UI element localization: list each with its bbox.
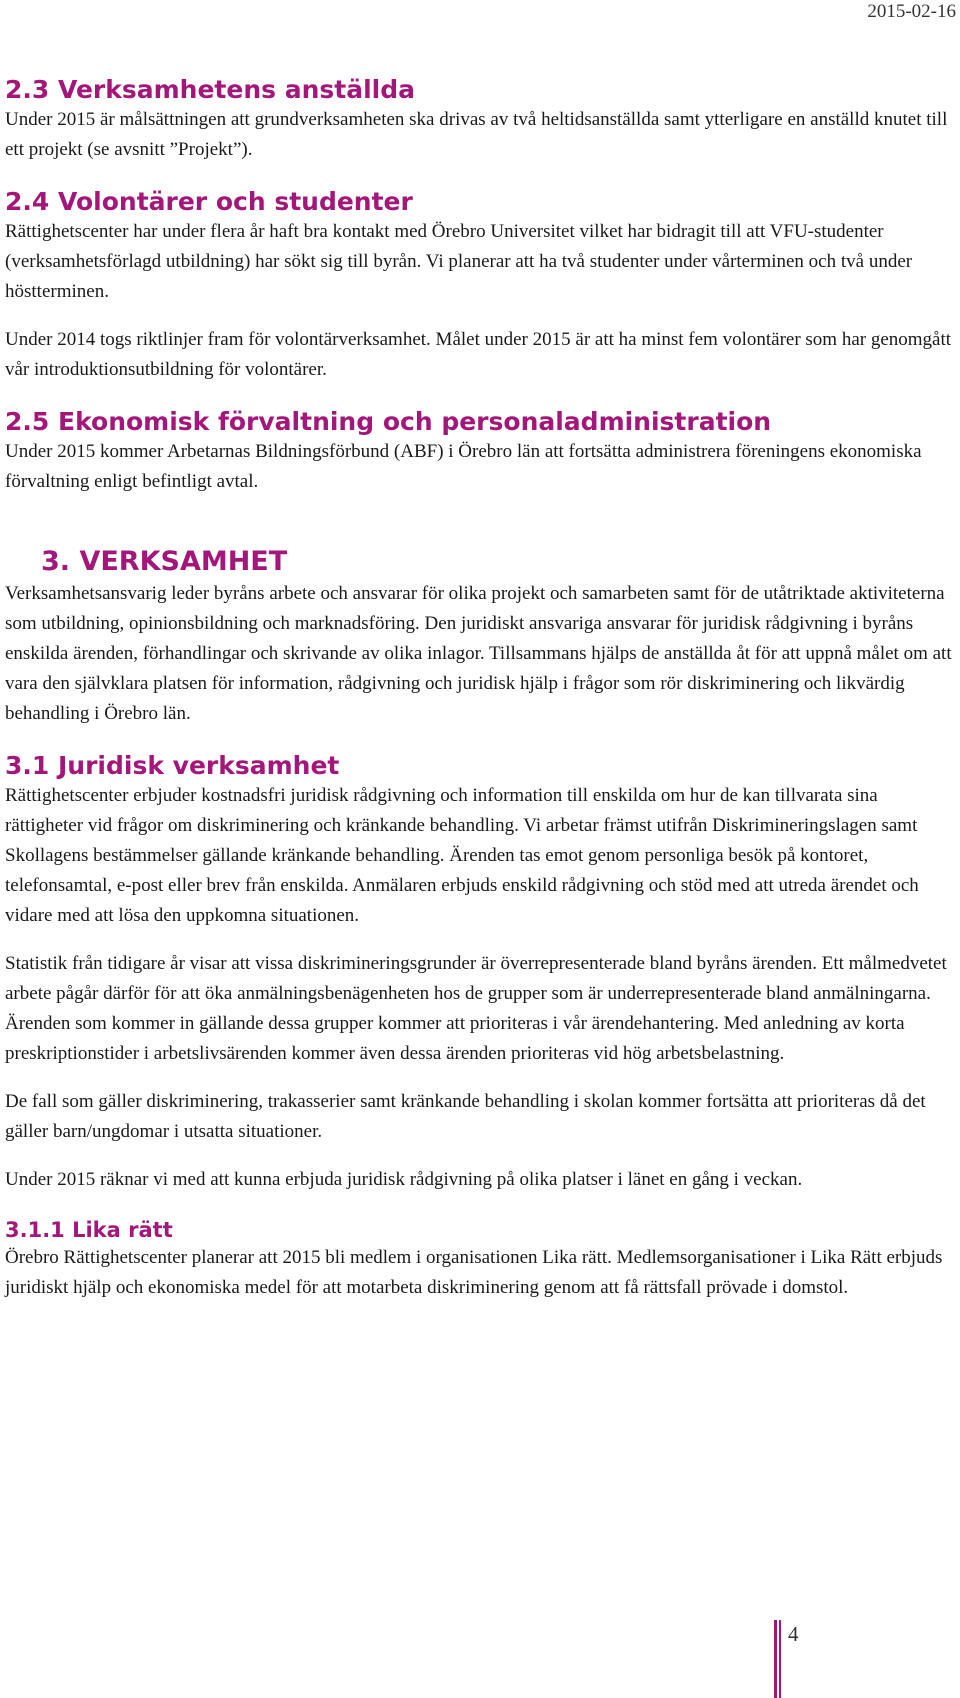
paragraph-3-1-2: Statistik från tidigare år visar att vissa diskrimineringsgrunder är överrepresenterade bland byråns ärenden. Ett målmedvetet arbete pågår därför för att öka anmälningsbenägenheten hos de grupper som är underrepresenterade bland anmälningarna. Ärenden som kommer in gällande dessa grupper kommer att prioriteras i vår ärendehantering. Med anledning av korta preskriptionstider i arbetslivsärenden kommer även dessa ärenden prioriteras vid hög arbetsbelastning. [5, 953, 947, 1064]
paragraph-2-5-1: Under 2015 kommer Arbetarnas Bildningsförbund (ABF) i Örebro län att fortsätta administrera föreningens ekonomiska förvaltning enligt befintligt avtal. [5, 441, 922, 492]
paragraph-3-1-3: De fall som gäller diskriminering, trakasserier samt kränkande behandling i skolan kommer fortsätta att prioriteras då det gäller barn/ungdomar i utsatta situationer. [5, 1091, 926, 1142]
paragraph-3-1: Verksamhetsansvarig leder byråns arbete och ansvarar för olika projekt och samarbeten samt för de utåtriktade aktiviteterna som utbildning, opinionsbildning och marknadsföring. Den juridiskt ansvariga ansvarar för juridisk rådgivning i byråns enskilda ärenden, förhandlingar och skrivande av olika inlagor. Tillsammans hjälps de anställda åt för att uppnå målet om att vara den självklara platsen för information, rådgivning och juridisk hjälp i frågor som rör diskriminering och likvärdig behandling i Örebro län. [5, 583, 952, 724]
page-number-divider-secondary [779, 1620, 781, 1698]
heading-3-1-1: 3.1.1 Lika rätt [5, 1218, 173, 1242]
paragraph-2-4-1: Rättighetscenter har under flera år haft bra kontakt med Örebro Universitet vilket har bidragit till att VFU-studenter (verksamhetsförlagd utbildning) har sökt sig till byrån. Vi planerar att ha två studenter under vårterminen och två under höstterminen. [5, 221, 913, 302]
heading-3: 3. VERKSAMHET [41, 546, 288, 577]
paragraph-2-4-2: Under 2014 togs riktlinjer fram för volontärverksamhet. Målet under 2015 är att ha minst fem volontärer som har genomgått vår introduktionsutbildning för volontärer. [5, 329, 952, 380]
paragraph-3-1-1: Rättighetscenter erbjuder kostnadsfri juridisk rådgivning och information till enskilda om hur de kan tillvarata sina rättigheter vid frågor om diskriminering och kränkande behandling. Vi arbetar främst utifrån Diskrimineringslagen samt Skollagens bestämmelser gällande kränkande behandling. Ärenden tas emot genom personliga besök på kontoret, telefonsamtal, e-post eller brev från enskilda. Anmälaren erbjuds enskild rådgivning och stöd med att utreda ärendet och vidare med att lösa den uppkomna situationen. [5, 785, 919, 926]
page-number-divider [774, 1620, 777, 1698]
header-date: 2015-02-16 [867, 1, 956, 22]
paragraph-2-3-1: Under 2015 är målsättningen att grundverksamheten ska drivas av två heltidsanställda samt ytterligare en anställd knutet till ett projekt (se avsnitt ”Projekt”). [5, 109, 948, 160]
paragraph-3-1-1-1: Örebro Rättighetscenter planerar att 2015 bli medlem i organisationen Lika rätt. Medlemsorganisationer i Lika Rätt erbjuds juridiskt hjälp och ekonomiska medel för att motarbeta diskriminering genom att få rättsfall prövade i domstol. [5, 1247, 943, 1298]
heading-2-3: 2.3 Verksamhetens anställda [5, 75, 415, 104]
document-body [5, 70, 953, 1303]
page-number: 4 [788, 1622, 799, 1646]
heading-3-1: 3.1 Juridisk verksamhet [5, 751, 340, 780]
heading-2-4: 2.4 Volontärer och studenter [5, 187, 413, 216]
heading-2-5: 2.5 Ekonomisk förvaltning och personaladministration [5, 407, 772, 436]
paragraph-3-1-4: Under 2015 räknar vi med att kunna erbjuda juridisk rådgivning på olika platser i länet en gång i veckan. [5, 1169, 803, 1190]
